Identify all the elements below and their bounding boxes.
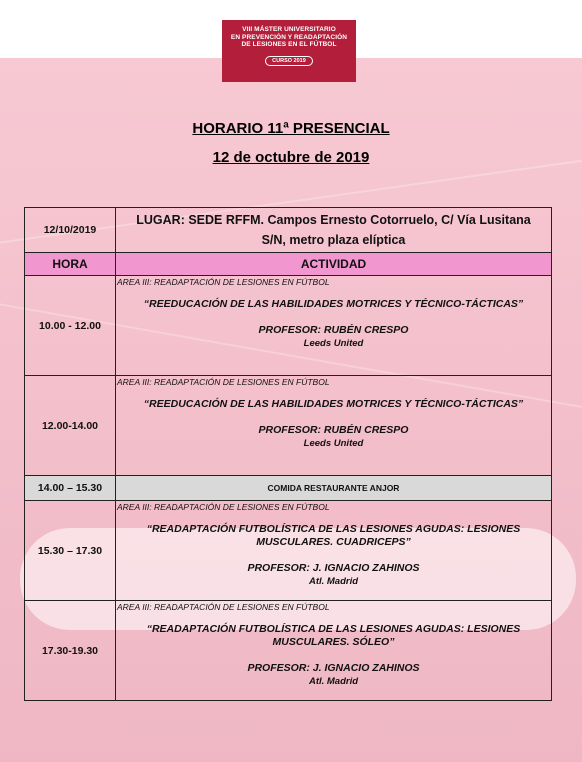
activity-cell <box>116 276 552 376</box>
professor-name: PROFESOR: RUBÉN CRESPO <box>258 324 409 336</box>
schedule-table <box>24 207 552 701</box>
area-label: AREA III: READAPTACIÓN DE LESIONES EN FÚTBOL <box>117 602 330 612</box>
page-title: HORARIO 11ª PRESENCIAL <box>192 120 390 137</box>
table-row <box>25 376 552 476</box>
location-row <box>25 208 552 253</box>
area-label: AREA III: READAPTACIÓN DE LESIONES EN FÚTBOL <box>117 277 330 287</box>
lunch-time: 14.00 – 15.30 <box>25 476 116 501</box>
area-label: AREA III: READAPTACIÓN DE LESIONES EN FÚTBOL <box>117 377 330 387</box>
logo-line-1: VIII MÁSTER UNIVERSITARIO <box>242 26 336 33</box>
location-line-2: S/N, metro plaza elíptica <box>261 233 406 247</box>
table-row <box>25 501 552 601</box>
master-logo <box>222 20 356 82</box>
column-header-actividad: ACTIVIDAD <box>116 253 552 276</box>
logo-line-3: DE LESIONES EN EL FÚTBOL <box>241 41 337 48</box>
activity-topic: “READAPTACIÓN FUTBOLÍSTICA DE LAS LESIONES AGUDAS: LESIONES MUSCULARES. SÓLEO” <box>146 623 521 648</box>
activity-topic: “READAPTACIÓN FUTBOLÍSTICA DE LAS LESIONES AGUDAS: LESIONES MUSCULARES. CUADRICEPS” <box>146 523 521 548</box>
location-cell <box>116 208 552 253</box>
session-time: 17.30-19.30 <box>25 601 116 701</box>
area-label: AREA III: READAPTACIÓN DE LESIONES EN FÚTBOL <box>117 502 330 512</box>
professor-club: Leeds United <box>303 438 364 449</box>
activity-topic: “REEDUCACIÓN DE LAS HABILIDADES MOTRICES Y TÉCNICO-TÁCTICAS” <box>143 298 524 310</box>
professor-club: Atl. Madrid <box>308 576 359 587</box>
activity-cell <box>116 501 552 601</box>
activity-topic: “REEDUCACIÓN DE LAS HABILIDADES MOTRICES Y TÉCNICO-TÁCTICAS” <box>143 398 524 410</box>
session-time: 12.00-14.00 <box>25 376 116 476</box>
page-date: 12 de octubre de 2019 <box>212 149 370 166</box>
professor-club: Leeds United <box>303 338 364 349</box>
table-row <box>25 601 552 701</box>
session-time: 15.30 – 17.30 <box>25 501 116 601</box>
session-time: 10.00 - 12.00 <box>25 276 116 376</box>
location-line-1: LUGAR: SEDE RFFM. Campos Ernesto Cotorruelo, C/ Vía Lusitana <box>136 213 531 227</box>
professor-club: Atl. Madrid <box>308 676 359 687</box>
professor-name: PROFESOR: J. IGNACIO ZAHINOS <box>247 562 420 574</box>
lunch-label: COMIDA RESTAURANTE ANJOR <box>116 476 552 501</box>
table-row <box>25 276 552 376</box>
logo-line-2: EN PREVENCIÓN Y READAPTACIÓN <box>230 33 348 41</box>
lunch-row <box>25 476 552 501</box>
table-header-row <box>25 253 552 276</box>
professor-name: PROFESOR: RUBÉN CRESPO <box>258 424 409 436</box>
activity-cell <box>116 601 552 701</box>
professor-name: PROFESOR: J. IGNACIO ZAHINOS <box>247 662 420 674</box>
course-badge: CURSO 2019 <box>265 56 313 66</box>
session-date: 12/10/2019 <box>25 208 116 253</box>
activity-cell <box>116 376 552 476</box>
column-header-hora: HORA <box>25 253 116 276</box>
